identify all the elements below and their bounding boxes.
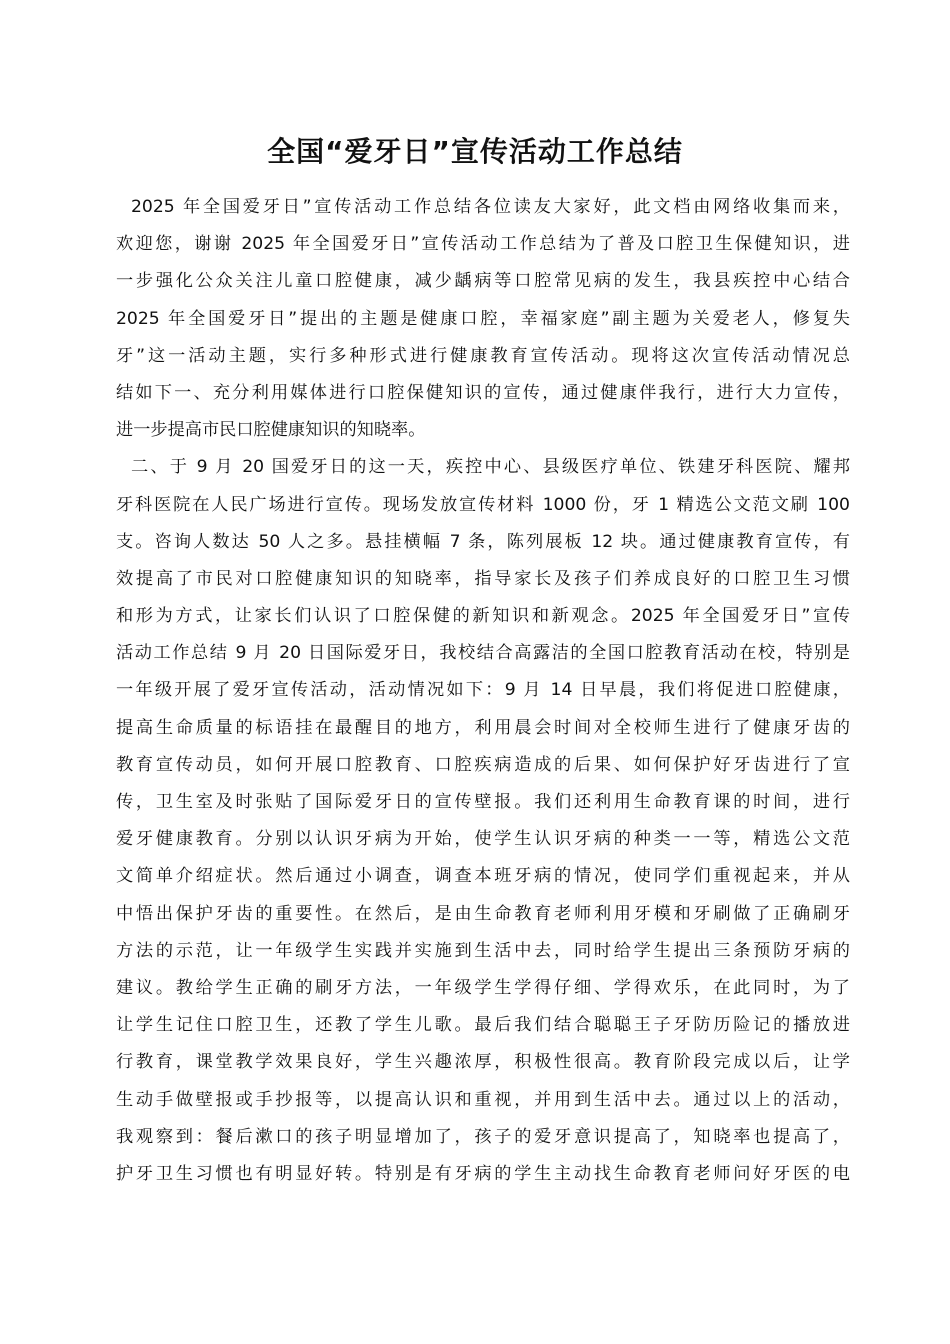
text-line: 活动工作总结 9 月 20 日国际爱牙日，我校结合高露洁的全国口腔教育活动在校，特别是 bbox=[116, 643, 850, 664]
text-line: 中悟出保护牙齿的重要性。在然后，是由生命教育老师利用牙模和牙刷做了正确刷牙 bbox=[116, 903, 850, 924]
text-line: 2025 年全国爱牙日”宣传活动工作总结各位读友大家好，此文档由网络收集而来， bbox=[131, 197, 850, 217]
text-line: 牙科医院在人民广场进行宣传。现场发放宣传材料 1000 份，牙 1 精选公文范文刷 100 bbox=[116, 494, 850, 515]
text-line: 行教育，课堂教学效果良好，学生兴趣浓厚，积极性很高。教育阶段完成以后，让学 bbox=[116, 1052, 850, 1073]
document-body bbox=[116, 189, 850, 1193]
paragraph-intro bbox=[116, 189, 850, 449]
text-line: 支。咨询人数达 50 人之多。悬挂横幅 7 条，陈列展板 12 块。通过健康教育宣传，有 bbox=[116, 531, 850, 552]
text-line: 教育宣传动员，如何开展口腔教育、口腔疾病造成的后果、如何保护好牙齿进行了宣 bbox=[116, 754, 850, 775]
text-line: 护牙卫生习惯也有明显好转。特别是有牙病的学生主动找生命教育老师问好牙医的电 bbox=[116, 1163, 850, 1184]
text-line: 2025 年全国爱牙日”提出的主题是健康口腔，幸福家庭”副主题为关爱老人，修复失 bbox=[116, 308, 850, 329]
text-line: 我观察到：餐后漱口的孩子明显增加了，孩子的爱牙意识提高了，知晓率也提高了， bbox=[116, 1126, 850, 1147]
text-line: 进一步提高市民口腔健康知识的知晓率。 bbox=[116, 420, 426, 441]
text-line: 建议。教给学生正确的刷牙方法，一年级学生学得仔细、学得欢乐，在此同时，为了 bbox=[116, 977, 850, 998]
paragraph-section-two bbox=[116, 449, 850, 1193]
text-line: 让学生记住口腔卫生，还教了学生儿歌。最后我们结合聪聪王子牙防历险记的播放进 bbox=[116, 1015, 850, 1036]
text-line: 爱牙健康教育。分别以认识牙病为开始，使学生认识牙病的种类一一等，精选公文范 bbox=[116, 829, 850, 850]
text-line: 一年级开展了爱牙宣传活动，活动情况如下：9 月 14 日早晨，我们将促进口腔健康， bbox=[116, 680, 850, 701]
text-line: 提高生命质量的标语挂在最醒目的地方，利用晨会时间对全校师生进行了健康牙齿的 bbox=[116, 717, 850, 738]
text-line: 文简单介绍症状。然后通过小调查，调查本班牙病的情况，使同学们重视起来，并从 bbox=[116, 866, 850, 887]
text-line: 二、于 9 月 20 国爱牙日的这一天，疾控中心、县级医疗单位、铁建牙科医院、耀邦 bbox=[131, 457, 850, 478]
text-line: 生动手做壁报或手抄报等，以提高认识和重视，并用到生活中去。通过以上的活动， bbox=[116, 1089, 850, 1110]
text-line: 欢迎您，谢谢 2025 年全国爱牙日”宣传活动工作总结为了普及口腔卫生保健知识，进 bbox=[116, 234, 850, 255]
text-line: 和形为方式，让家长们认识了口腔保健的新知识和新观念。2025 年全国爱牙日”宣传 bbox=[116, 606, 850, 627]
document-title: 全国“爱牙日”宣传活动工作总结 bbox=[267, 135, 683, 168]
text-line: 结如下一、充分利用媒体进行口腔保健知识的宣传，通过健康伴我行，进行大力宣传， bbox=[116, 382, 850, 403]
text-line: 牙”这一活动主题，实行多种形式进行健康教育宣传活动。现将这次宣传活动情况总 bbox=[116, 345, 850, 366]
text-line: 方法的示范，让一年级学生实践并实施到生活中去，同时给学生提出三条预防牙病的 bbox=[116, 940, 850, 961]
text-line: 一步强化公众关注儿童口腔健康，减少龋病等口腔常见病的发生，我县疾控中心结合 bbox=[116, 271, 850, 292]
text-line: 传，卫生室及时张贴了国际爱牙日的宣传壁报。我们还利用生命教育课的时间，进行 bbox=[116, 792, 850, 812]
text-line: 效提高了市民对口腔健康知识的知晓率，指导家长及孩子们养成良好的口腔卫生习惯 bbox=[116, 568, 850, 589]
